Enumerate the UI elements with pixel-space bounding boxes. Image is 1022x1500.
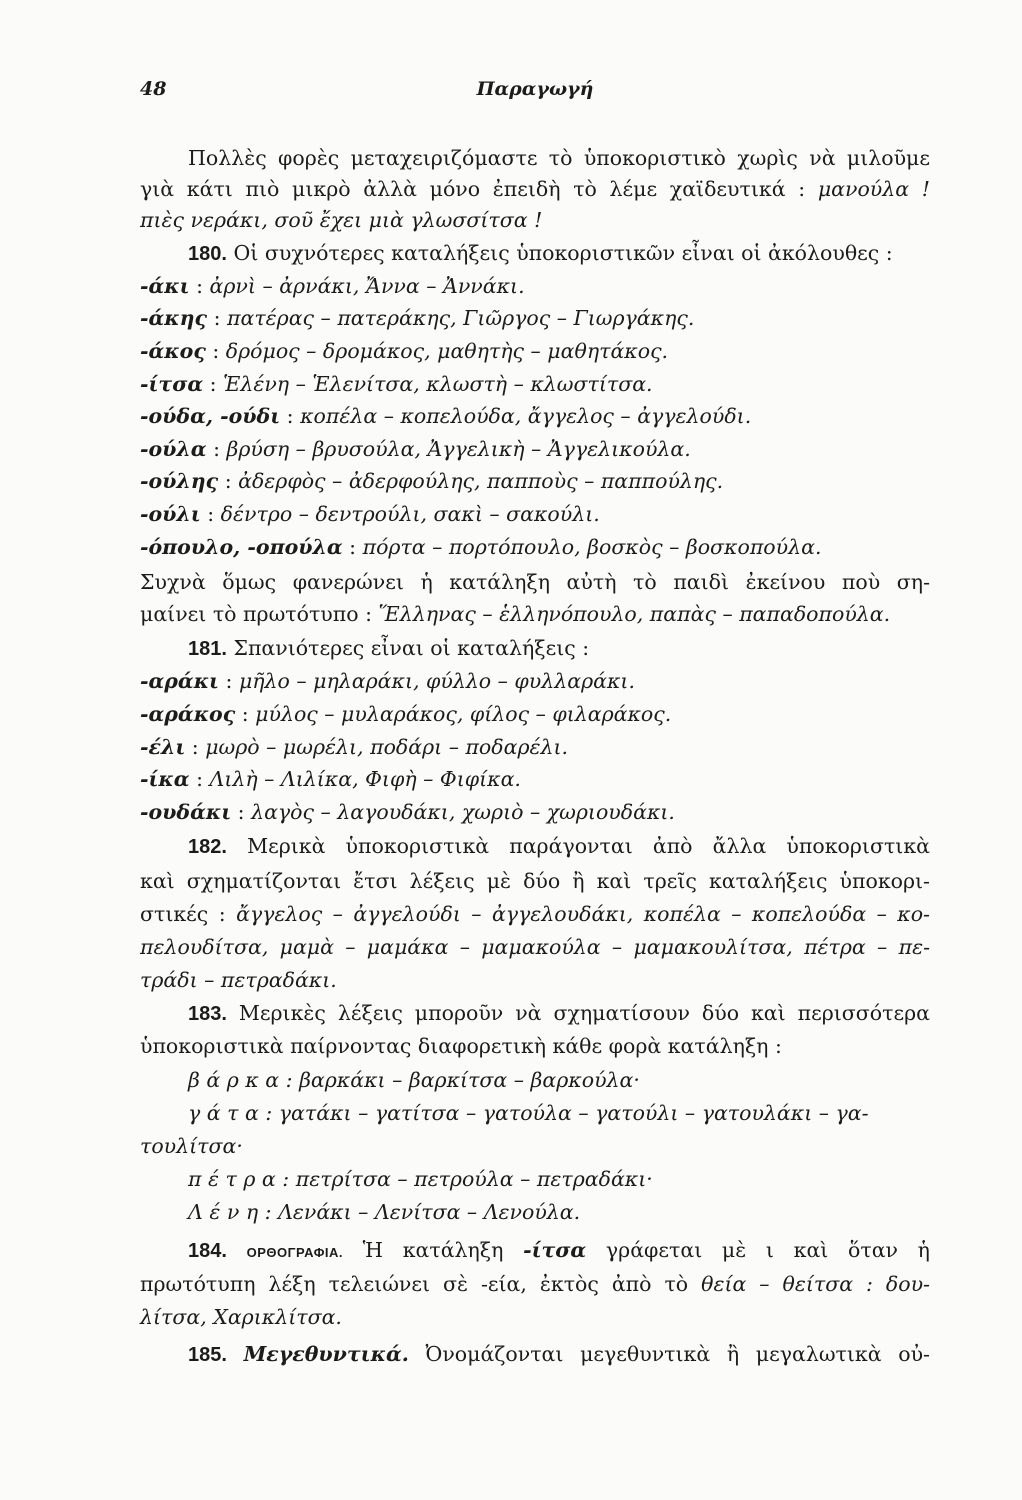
suffix-row: -ούλης : ἀδερφὸς – ἀδερφούλης, παπποὺς – παππούλης. <box>140 469 724 493</box>
section-184-line-1: 184. ΟΡΘΟΓΡΑΦΙΑ. Ἡ κατάληξη -ίτσα γράφεται μὲ ι καὶ ὅταν ἡ <box>188 1238 930 1262</box>
running-title: Παραγωγή <box>476 78 594 100</box>
word-row-continuation: τουλίτσα· <box>140 1134 243 1158</box>
suffix-row: -άκος : δρόμος – δρομάκος, μαθητὴς – μαθητάκος. <box>140 339 669 363</box>
suffix-row: -αράκι : μῆλο – μηλαράκι, φύλλο – φυλλαράκι. <box>140 669 635 693</box>
section-number: 182. <box>188 836 227 858</box>
section-182-line-2: καὶ σχηματίζονται ἔτσι λέξεις μὲ δύο ἢ καὶ τρεῖς καταλήξεις ὑποκορι- <box>140 869 930 893</box>
suffix-row: -άκης : πατέρας – πατεράκης, Γιῶργος – Γιωργάκης. <box>140 306 695 330</box>
section-180-note-line-2: μαίνει τὸ πρωτότυπο : Ἕλληνας – ἑλληνόπουλο, παπὰς – παπαδοπούλα. <box>140 602 891 626</box>
suffix-row: -ουδάκι : λαγὸς – λαγουδάκι, χωριὸ – χωριουδάκι. <box>140 800 675 824</box>
page-number: 48 <box>140 78 167 100</box>
intro-line-3: πιὲς νεράκι, σοῦ ἔχει μιὰ γλωσσίτσα ! <box>140 208 543 232</box>
suffix-row: -ούλα : βρύση – βρυσούλα, Ἀγγελικὴ – Ἀγγελικούλα. <box>140 437 691 461</box>
suffix-row: -ίκα : Λιλὴ – Λιλίκα, Φιφὴ – Φιφίκα. <box>140 767 521 791</box>
suffix-row: -έλι : μωρὸ – μωρέλι, ποδάρι – ποδαρέλι. <box>140 735 569 759</box>
section-182-line-1: 182. Μερικὰ ὑποκοριστικὰ παράγονται ἀπὸ ἄλλα ὑποκοριστικὰ <box>188 834 930 858</box>
suffix-row: -αράκος : μύλος – μυλαράκος, φίλος – φιλαράκος. <box>140 702 672 726</box>
suffix-row: -όπουλο, -οπούλα : πόρτα – πορτόπουλο, βοσκὸς – βοσκοπούλα. <box>140 535 822 559</box>
section-182-line-3: στικές : ἄγγελος – ἀγγελούδι – ἀγγελουδάκι, κοπέλα – κοπελούδα – κο- <box>140 902 930 926</box>
suffix-row: -άκι : ἀρνὶ – ἀρνάκι, Ἄννα – Ἀννάκι. <box>140 274 525 298</box>
page-header <box>140 78 930 104</box>
section-184-line-2: πρωτότυπη λέξη τελειώνει σὲ -εία, ἐκτὸς ἀπὸ τὸ θεία – θείτσα : δου- <box>140 1272 930 1296</box>
suffix-row: -ίτσα : Ἑλένη – Ἑλενίτσα, κλωστὴ – κλωστίτσα. <box>140 372 653 396</box>
section-183-line-2: ὑποκοριστικὰ παίρνοντας διαφορετικὴ κάθε φορὰ κατάληξη : <box>140 1034 782 1058</box>
section-number: 180. <box>188 243 227 265</box>
section-180-note-line-1: Συχνὰ ὅμως φανερώνει ἡ κατάληξη αὐτὴ τὸ παιδὶ ἐκείνου ποὺ ση- <box>140 570 930 594</box>
section-number: 181. <box>188 638 227 660</box>
word-row: β ά ρ κ α : βαρκάκι – βαρκίτσα – βαρκούλα· <box>188 1068 640 1092</box>
section-185-title: Μεγεθυντικά. <box>243 1342 409 1366</box>
section-181-heading: 181. Σπανιότερες εἶναι οἱ καταλήξεις : <box>188 636 590 660</box>
section-182-line-5: τράδι – πετραδάκι. <box>140 968 337 992</box>
intro-line-1: Πολλὲς φορὲς μεταχειριζόμαστε τὸ ὑποκοριστικὸ χωρὶς νὰ μιλοῦμε <box>188 146 930 170</box>
section-number: 185. <box>188 1344 227 1366</box>
intro-line-2: γιὰ κάτι πιὸ μικρὸ ἀλλὰ μόνο ἐπειδὴ τὸ λέμε χαϊδευτικά : μανούλα ! <box>140 177 930 201</box>
section-184-line-3: λίτσα, Χαρικλίτσα. <box>140 1305 342 1329</box>
orthography-label: ΟΡΘΟΓΡΑΦΙΑ. <box>246 1245 343 1260</box>
word-row: Λ έ ν η : Λενάκι – Λενίτσα – Λενούλα. <box>188 1200 581 1224</box>
suffix-row: -ούδα, -ούδι : κοπέλα – κοπελούδα, ἄγγελος – ἀγγελούδι. <box>140 404 752 428</box>
section-180-heading: 180. Οἱ συχνότερες καταλήξεις ὑποκοριστικῶν εἶναι οἱ ἀκόλουθες : <box>188 241 893 265</box>
word-row: γ ά τ α : γατάκι – γατίτσα – γατούλα – γατούλι – γατουλάκι – γα- <box>188 1101 869 1125</box>
section-number: 184. <box>188 1240 227 1262</box>
section-185-line-1: 185. Μεγεθυντικά. Ὀνομάζονται μεγεθυντικὰ ἢ μεγαλωτικὰ οὐ- <box>188 1342 930 1366</box>
section-183-line-1: 183. Μερικὲς λέξεις μποροῦν νὰ σχηματίσουν δύο καὶ περισσότερα <box>188 1001 930 1025</box>
section-number: 183. <box>188 1003 227 1025</box>
section-182-line-4: πελουδίτσα, μαμὰ – μαμάκα – μαμακούλα – μαμακουλίτσα, πέτρα – πε- <box>140 935 930 959</box>
suffix-row: -ούλι : δέντρο – δεντρούλι, σακὶ – σακούλι. <box>140 502 600 526</box>
word-row: π έ τ ρ α : πετρίτσα – πετρούλα – πετραδάκι· <box>188 1167 653 1191</box>
